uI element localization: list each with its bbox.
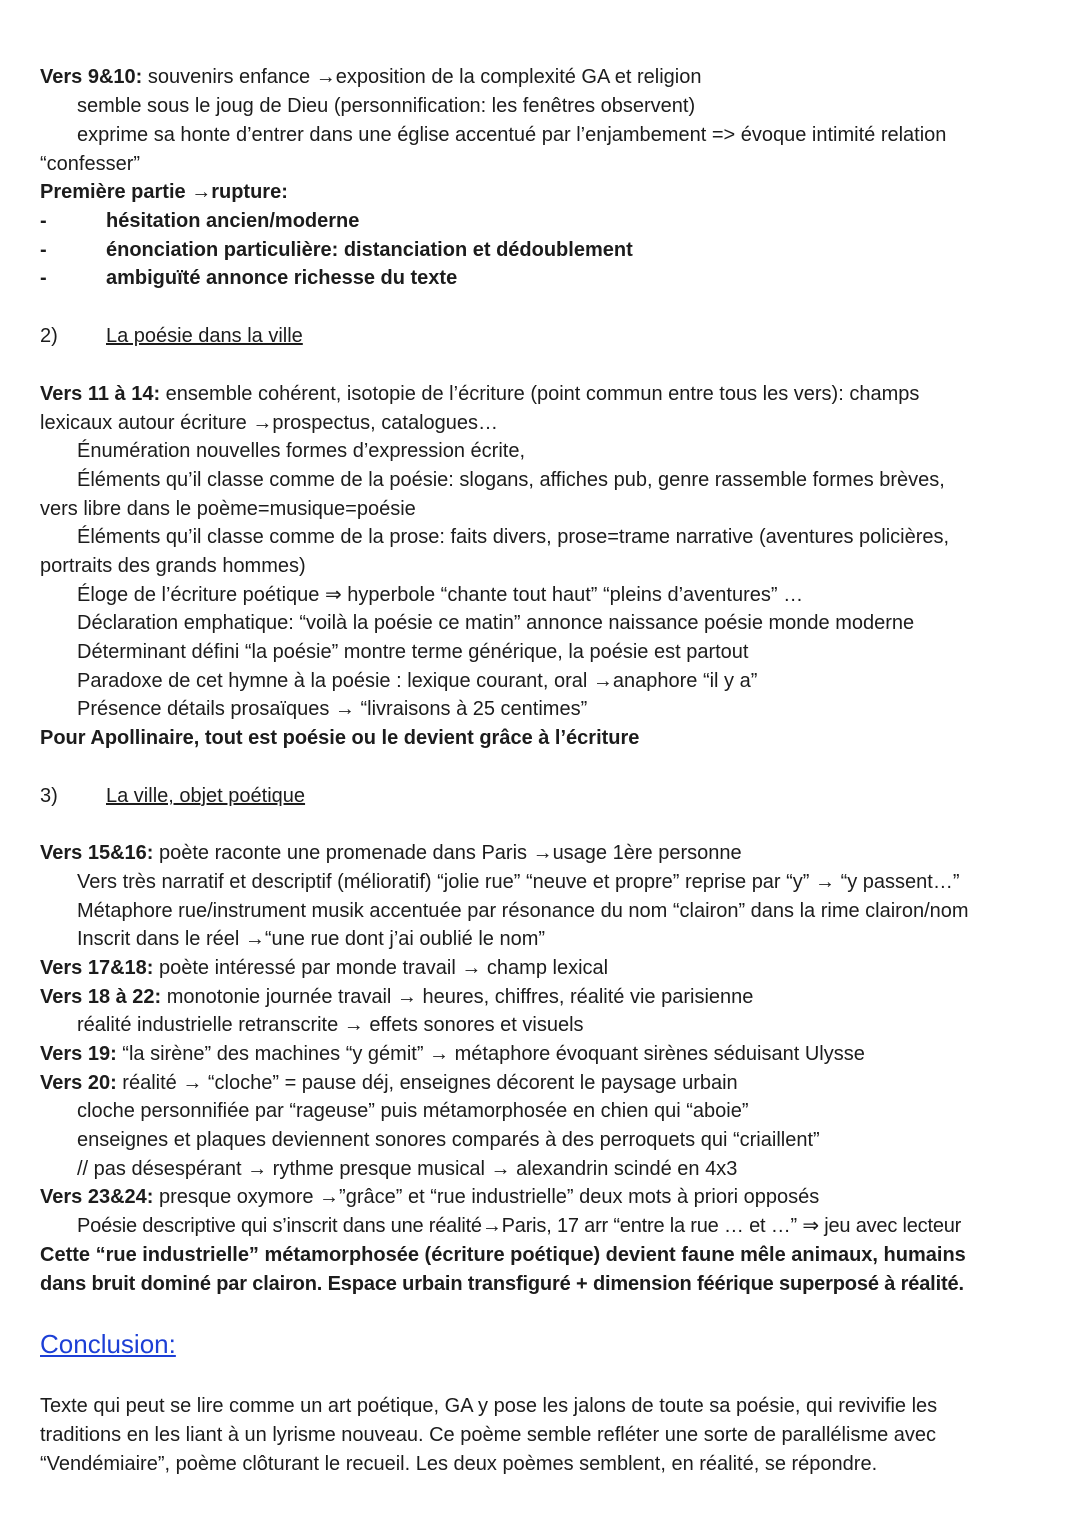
text-line: enseignes et plaques deviennent sonores comparés à des perroquets qui “criaillent” xyxy=(77,1129,820,1151)
text-line: Éléments qu’il classe comme de la prose: faits divers, prose=trame narrative (aventures policières, xyxy=(77,526,950,548)
section-title: La poésie dans la ville xyxy=(106,325,303,347)
verse-15-16-line xyxy=(40,839,742,868)
bullet-marker: - xyxy=(40,239,47,261)
section-summary: dans bruit dominé par clairon. Espace urbain transfiguré + dimension féérique superposé à réalité. xyxy=(40,1273,964,1295)
text-line: portraits des grands hommes) xyxy=(40,555,306,577)
bullet-text: hésitation ancien/moderne xyxy=(106,210,360,232)
section-summary: Cette “rue industrielle” métamorphosée (écriture poétique) devient faune mêle animaux, humains xyxy=(40,1244,966,1266)
bullet-marker: - xyxy=(40,267,47,289)
section-number: 3) xyxy=(40,785,58,807)
text-line: Vers très narratif et descriptif (mélioratif) “jolie rue” “neuve et propre” reprise par “y” → “y passent…” xyxy=(77,871,960,893)
verse-label: Vers 23&24: xyxy=(40,1186,154,1208)
verse-text: “la sirène” des machines “y gémit” → métaphore évoquant sirènes séduisant Ulysse xyxy=(116,1043,865,1065)
text-line: Énumération nouvelles formes d’expression écrite, xyxy=(77,440,525,462)
bullet-marker: - xyxy=(40,210,47,232)
section-conclusion: Pour Apollinaire, tout est poésie ou le devient grâce à l’écriture xyxy=(40,727,640,749)
conclusion-text-line: “Vendémiaire”, poème clôturant le recueil. Les deux poèmes semblent, en réalité, se répondre. xyxy=(40,1453,878,1475)
text-line: Présence détails prosaïques → “livraisons à 25 centimes” xyxy=(77,698,588,720)
text-line: Métaphore rue/instrument musik accentuée par résonance du nom “clairon” dans la rime clairon/nom xyxy=(77,900,969,922)
verse-9-10-line xyxy=(40,63,702,92)
verse-label: Vers 19: xyxy=(40,1043,117,1065)
section-title: La ville, objet poétique xyxy=(106,785,306,807)
verse-text: réalité → “cloche” = pause déj, enseignes décorent le paysage urbain xyxy=(116,1072,738,1094)
verse-23-24-line xyxy=(40,1183,819,1212)
verse-text: ensemble cohérent, isotopie de l’écriture (point commun entre tous les vers): champs xyxy=(160,383,920,405)
text-line: “confesser” xyxy=(40,153,141,175)
part-summary-title: Première partie →rupture: xyxy=(40,181,288,203)
text-line: semble sous le joug de Dieu (personnification: les fenêtres observent) xyxy=(77,95,696,117)
conclusion-text-line: traditions en les liant à un lyrisme nouveau. Ce poème semble refléter une sorte de parallélisme avec xyxy=(40,1424,937,1446)
verse-text: monotonie journée travail → heures, chiffres, réalité vie parisienne xyxy=(161,986,754,1008)
text-line: cloche personnifiée par “rageuse” puis métamorphosée en chien qui “aboie” xyxy=(77,1100,749,1122)
text-line: Poésie descriptive qui s’inscrit dans une réalité→Paris, 17 arr “entre la rue … et …” ⇒ jeu avec lecteur xyxy=(77,1215,962,1237)
section-number: 2) xyxy=(40,325,58,347)
text-line: réalité industrielle retranscrite → effets sonores et visuels xyxy=(77,1014,584,1036)
verse-11-14-line xyxy=(40,380,919,409)
text-line: Inscrit dans le réel →“une rue dont j’ai oublié le nom” xyxy=(77,928,546,950)
text-line: lexicaux autour écriture →prospectus, catalogues… xyxy=(40,412,499,434)
text-line: // pas désespérant → rythme presque musical → alexandrin scindé en 4x3 xyxy=(77,1158,738,1180)
verse-18-22-line xyxy=(40,983,753,1012)
text-line: Déclaration emphatique: “voilà la poésie ce matin” annonce naissance poésie monde moderne xyxy=(77,612,915,634)
text-line: exprime sa honte d’entrer dans une église accentué par l’enjambement => évoque intimité relation xyxy=(77,124,947,146)
verse-label: Vers 17&18: xyxy=(40,957,154,979)
verse-19-line xyxy=(40,1040,865,1069)
verse-text: presque oxymore →”grâce” et “rue industrielle” deux mots à priori opposés xyxy=(153,1186,820,1208)
verse-label: Vers 18 à 22: xyxy=(40,986,162,1008)
verse-20-line xyxy=(40,1069,738,1098)
verse-label: Vers 15&16: xyxy=(40,842,154,864)
text-line: Éléments qu’il classe comme de la poésie: slogans, affiches pub, genre rassemble formes brèves, xyxy=(77,469,945,491)
verse-label: Vers 11 à 14: xyxy=(40,383,161,405)
verse-17-18-line xyxy=(40,954,608,983)
bullet-text: ambiguïté annonce richesse du texte xyxy=(106,267,458,289)
bullet-text: énonciation particulière: distanciation et dédoublement xyxy=(106,239,633,261)
conclusion-heading: Conclusion: xyxy=(40,1329,176,1359)
text-line: Paradoxe de cet hymne à la poésie : lexique courant, oral →anaphore “il y a” xyxy=(77,670,758,692)
verse-text: souvenirs enfance →exposition de la complexité GA et religion xyxy=(142,66,702,88)
verse-label: Vers 20: xyxy=(40,1072,117,1094)
conclusion-text-line: Texte qui peut se lire comme un art poétique, GA y pose les jalons de toute sa poésie, qui revivifie les xyxy=(40,1395,938,1417)
verse-text: poète raconte une promenade dans Paris →usage 1ère personne xyxy=(153,842,742,864)
text-line: Déterminant défini “la poésie” montre terme générique, la poésie est partout xyxy=(77,641,749,663)
verse-label: Vers 9&10: xyxy=(40,66,143,88)
text-line: vers libre dans le poème=musique=poésie xyxy=(40,498,416,520)
verse-text: poète intéressé par monde travail → champ lexical xyxy=(153,957,609,979)
text-line: Éloge de l’écriture poétique ⇒ hyperbole “chante tout haut” “pleins d’aventures” … xyxy=(77,584,804,606)
